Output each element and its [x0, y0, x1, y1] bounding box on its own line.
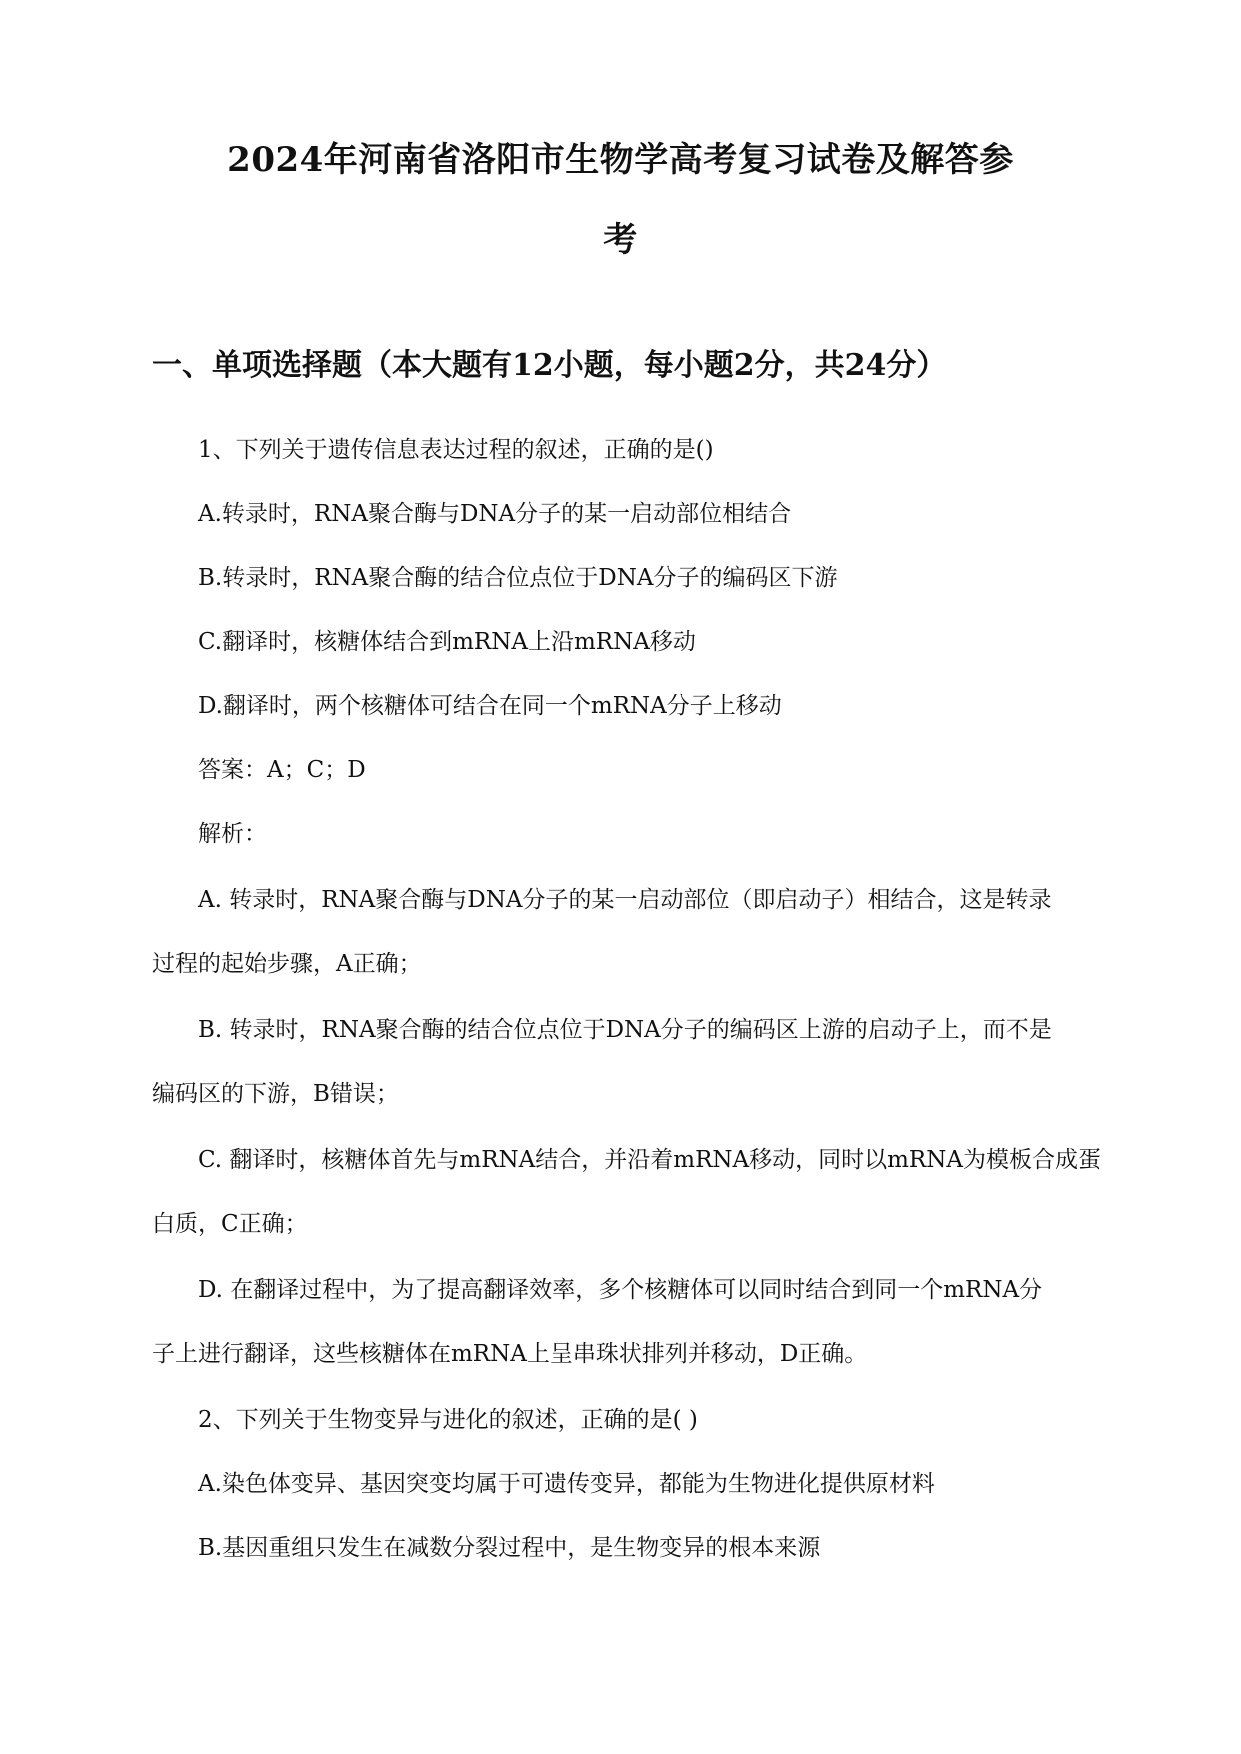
analysis-b-line-1: B. 转录时，RNA聚合酶的结合位点位于DNA分子的编码区上游的启动子上，而不是 [198, 1017, 1052, 1043]
question-2-option-b: B.基因重组只发生在减数分裂过程中，是生物变异的根本来源 [198, 1535, 821, 1561]
document-title-line-1: 2024年河南省洛阳市生物学高考复习试卷及解答参 [227, 140, 1014, 180]
question-2-option-a: A.染色体变异、基因突变均属于可遗传变异，都能为生物进化提供原材料 [198, 1471, 935, 1497]
analysis-d-line-2: 子上进行翻译，这些核糖体在mRNA上呈串珠状排列并移动，D正确。 [152, 1341, 868, 1367]
analysis-d-line-1: D. 在翻译过程中，为了提高翻译效率，多个核糖体可以同时结合到同一个mRNA分 [198, 1277, 1043, 1303]
analysis-a-line-1: A. 转录时，RNA聚合酶与DNA分子的某一启动部位（即启动子）相结合，这是转录 [198, 887, 1052, 913]
analysis-c-line-2: 白质，C正确； [152, 1211, 308, 1237]
analysis-b-line-2: 编码区的下游，B错误； [152, 1081, 399, 1107]
analysis-a-line-2: 过程的起始步骤，A正确； [152, 951, 422, 977]
question-2-stem: 2、下列关于生物变异与进化的叙述，正确的是( ) [198, 1407, 698, 1433]
question-1-option-b: B.转录时，RNA聚合酶的结合位点位于DNA分子的编码区下游 [198, 565, 838, 591]
section-heading-single-choice: 一、单项选择题（本大题有12小题，每小题2分，共24分） [152, 348, 947, 383]
document-title-line-2: 考 [603, 220, 638, 260]
question-1-option-c: C.翻译时，核糖体结合到mRNA上沿mRNA移动 [198, 629, 696, 655]
question-1-stem: 1、下列关于遗传信息表达过程的叙述，正确的是() [198, 437, 714, 463]
question-1-analysis-label: 解析： [198, 821, 267, 847]
question-1-option-a: A.转录时，RNA聚合酶与DNA分子的某一启动部位相结合 [198, 501, 792, 527]
question-1-option-d: D.翻译时，两个核糖体可结合在同一个mRNA分子上移动 [198, 693, 782, 719]
analysis-c-line-1: C. 翻译时，核糖体首先与mRNA结合，并沿着mRNA移动，同时以mRNA为模板合成蛋 [198, 1147, 1101, 1173]
question-1-answer: 答案：A；C；D [198, 757, 366, 783]
